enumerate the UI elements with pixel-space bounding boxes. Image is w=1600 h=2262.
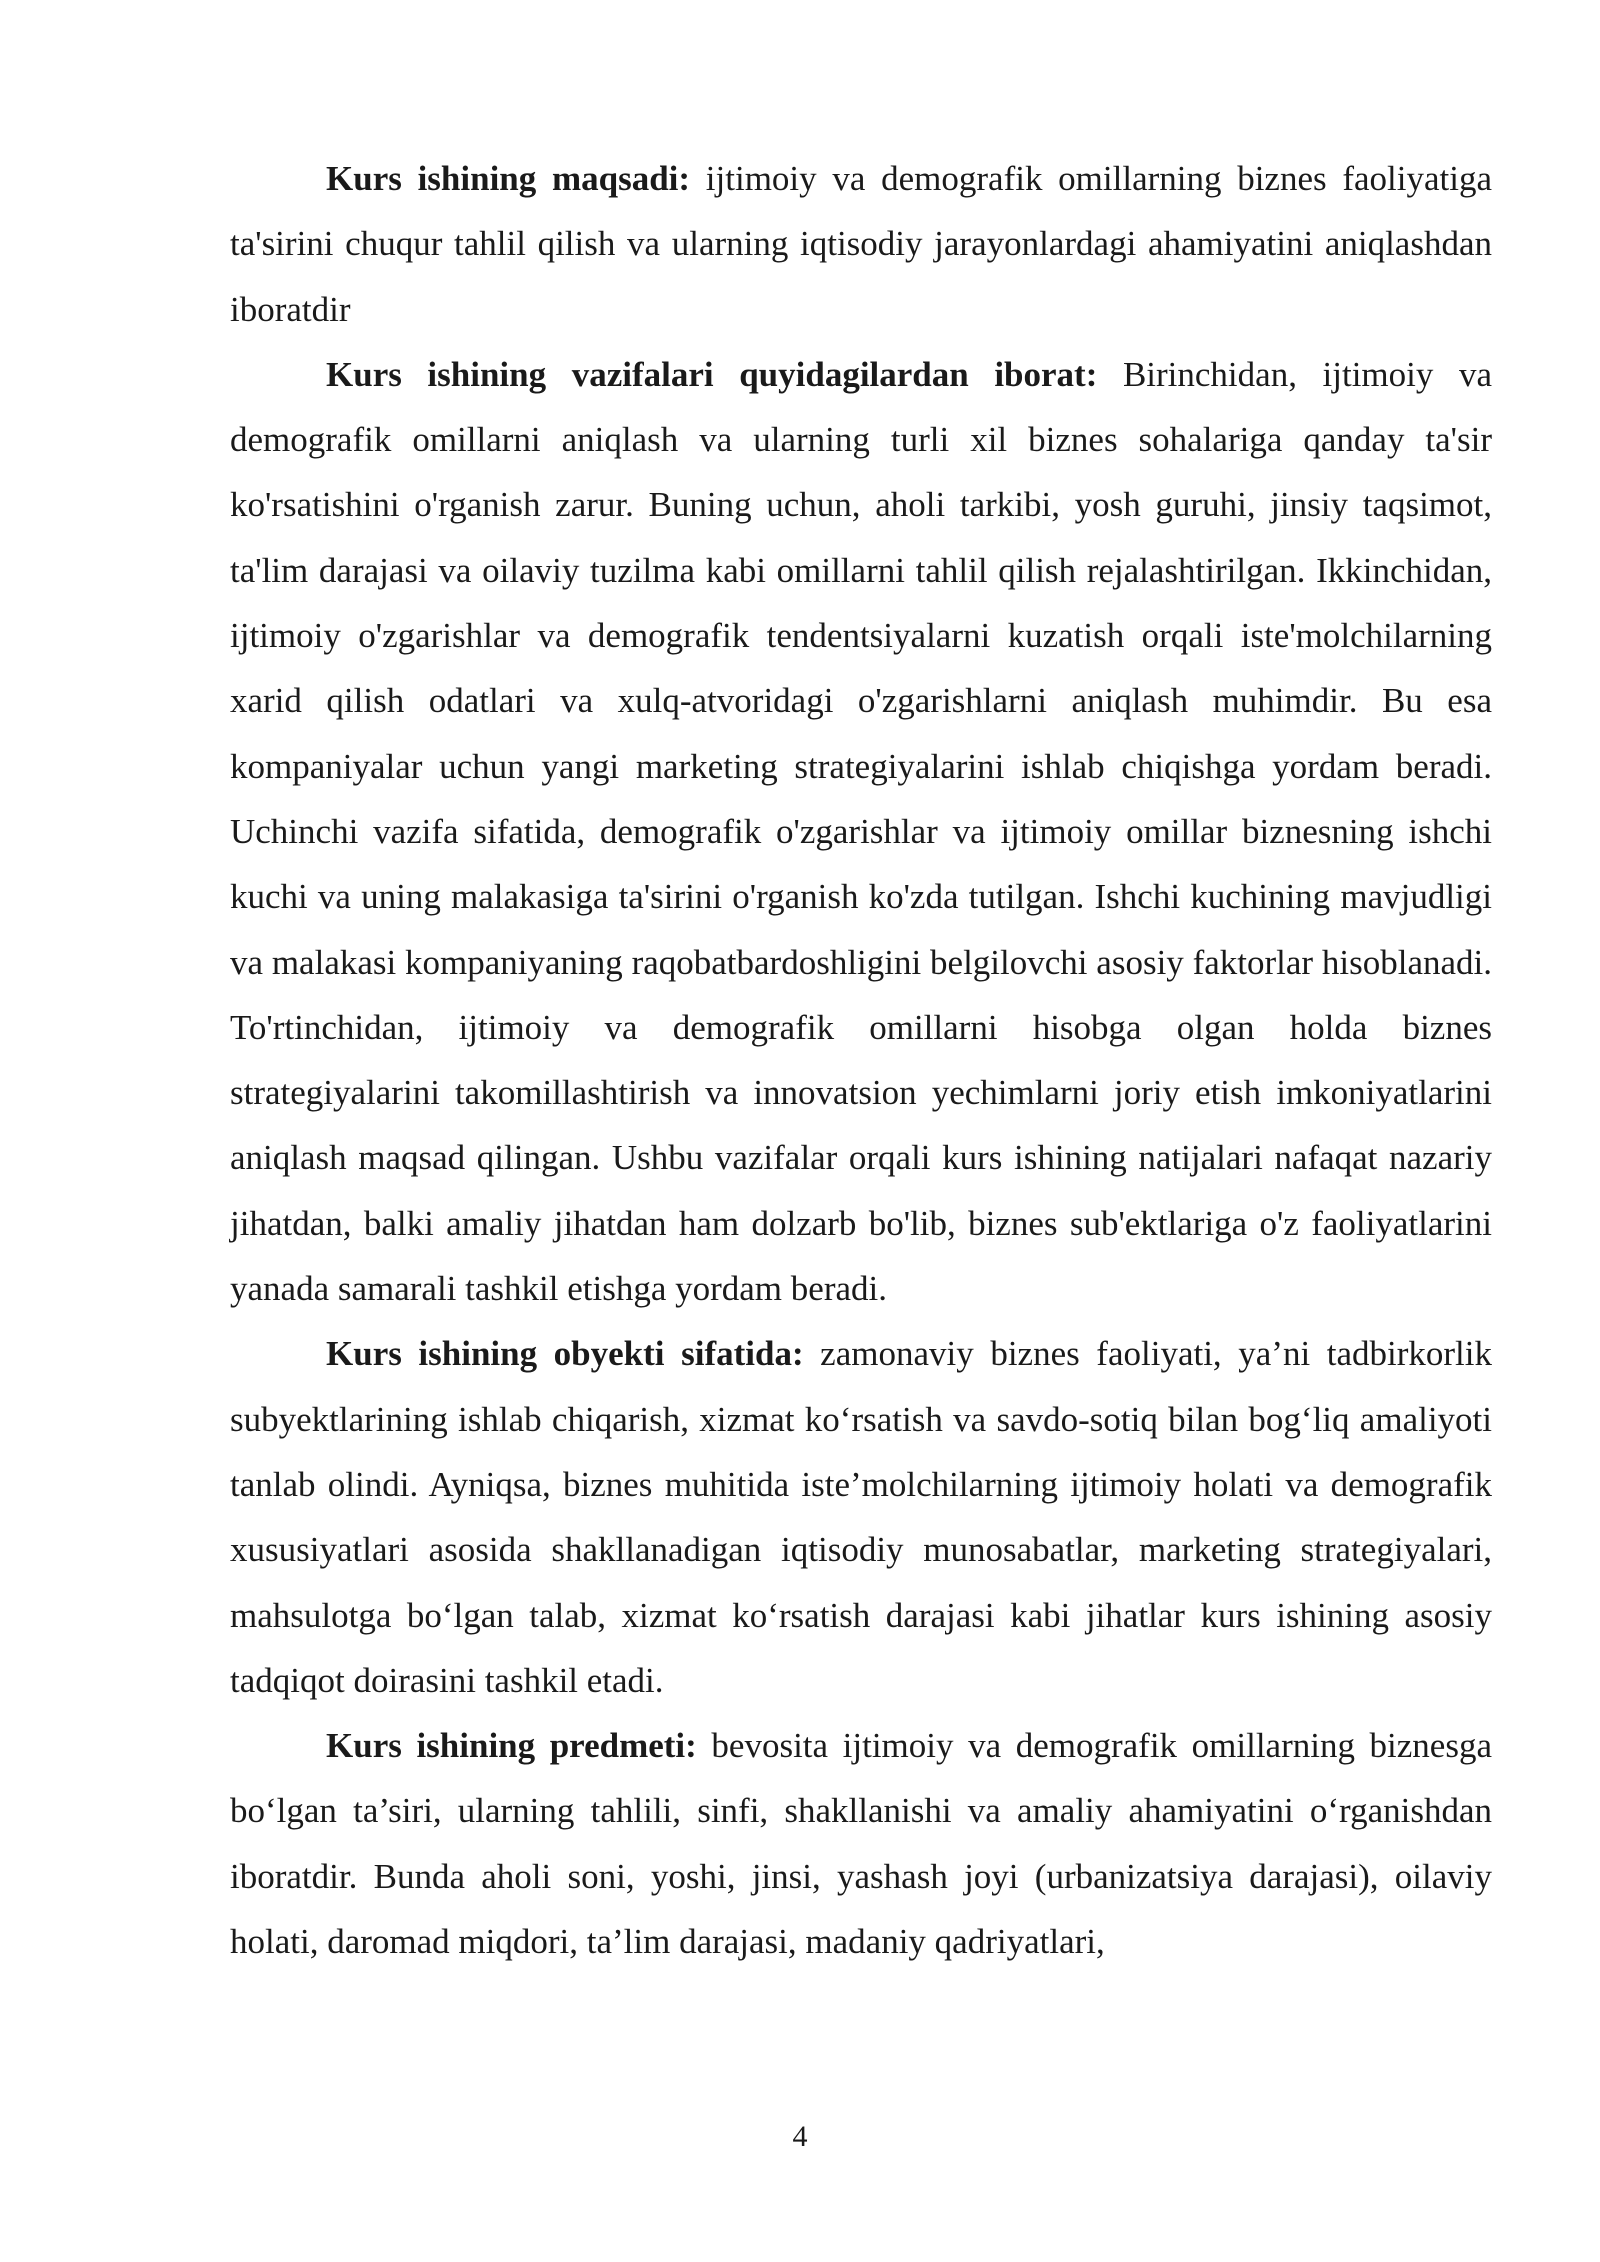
- paragraph-heading: Kurs ishining predmeti:: [326, 1726, 697, 1766]
- paragraph-goal: [230, 146, 1492, 342]
- paragraph-heading: Kurs ishining obyekti sifatida:: [326, 1334, 804, 1374]
- paragraph-body: Birinchidan, ijtimoiy va demografik omillarni aniqlash va ularning turli xil biznes sohalariga qanday ta'sir ko'rsatishini o'rganish zarur. Buning uchun, aholi tarkibi, yosh guruhi, jinsiy taqsimot, ta'lim darajasi va oilaviy tuzilma kabi omillarni tahlil qilish rejalashtirilgan. Ikkinchidan, ijtimoiy o'zgarishlar va demografik tendentsiyalarni kuzatish orqali iste'molchilarning xarid qilish odatlari va xulq-atvoridagi o'zgarishlarni aniqlash muhimdir. Bu esa kompaniyalar uchun yangi marketing strategiyalarini ishlab chiqishga yordam beradi. Uchinchi vazifa sifatida, demografik o'zgarishlar va ijtimoiy omillar biznesning ishchi kuchi va uning malakasiga ta'sirini o'rganish ko'zda tutilgan. Ishchi kuchining mavjudligi va malakasi kompaniyaning raqobatbardoshligini belgilovchi asosiy faktorlar hisoblanadi. To'rtinchidan, ijtimoiy va demografik omillarni hisobga olgan holda biznes strategiyalarini takomillashtirish va innovatsion yechimlarni joriy etish imkoniyatlarini aniqlash maqsad qilingan. Ushbu vazifalar orqali kurs ishining natijalari nafaqat nazariy jihatdan, balki amaliy jihatdan ham dolzarb bo'lib, biznes sub'ektlariga o'z faoliyatlarini yanada samarali tashkil etishga yordam beradi.: [230, 354, 1492, 1309]
- paragraph-subject: [230, 1713, 1492, 1974]
- paragraph-body: bevosita ijtimoiy va demografik omillarning biznesga bo‘lgan ta’siri, ularning tahlili, sinfi, shakllanishi va amaliy ahamiyatini o‘rganishdan iboratdir. Bunda aholi soni, yoshi, jinsi, yashash joyi (urbanizatsiya darajasi), oilaviy holati, daromad miqdori, ta’lim darajasi, madaniy qadriyatlari,: [230, 1726, 1492, 1962]
- paragraph-body: ijtimoiy va demografik omillarning biznes faoliyatiga ta'sirini chuqur tahlil qilish va ularning iqtisodiy jarayonlardagi ahamiyatini aniqlashdan iboratdir: [230, 159, 1493, 329]
- body-text: [230, 146, 1492, 1974]
- paragraph-tasks: [230, 342, 1492, 1321]
- paragraph-heading: Kurs ishining maqsadi:: [326, 159, 691, 198]
- page-number: 4: [792, 2120, 808, 2153]
- paragraph-body: zamonaviy biznes faoliyati, ya’ni tadbirkorlik subyektlarining ishlab chiqarish, xizmat ko‘rsatish va savdo-sotiq bilan bog‘liq amaliyoti tanlab olindi. Ayniqsa, biznes muhitida iste’molchilarning ijtimoiy holati va demografik xususiyatlari asosida shakllanadigan iqtisodiy munosabatlar, marketing strategiyalari, mahsulotga bo‘lgan talab, xizmat ko‘rsatish darajasi kabi jihatlar kurs ishining asosiy tadqiqot doirasini tashkil etadi.: [230, 1334, 1492, 1700]
- paragraph-object: [230, 1321, 1492, 1713]
- paragraph-heading: Kurs ishining vazifalari quyidagilardan iborat:: [326, 354, 1098, 394]
